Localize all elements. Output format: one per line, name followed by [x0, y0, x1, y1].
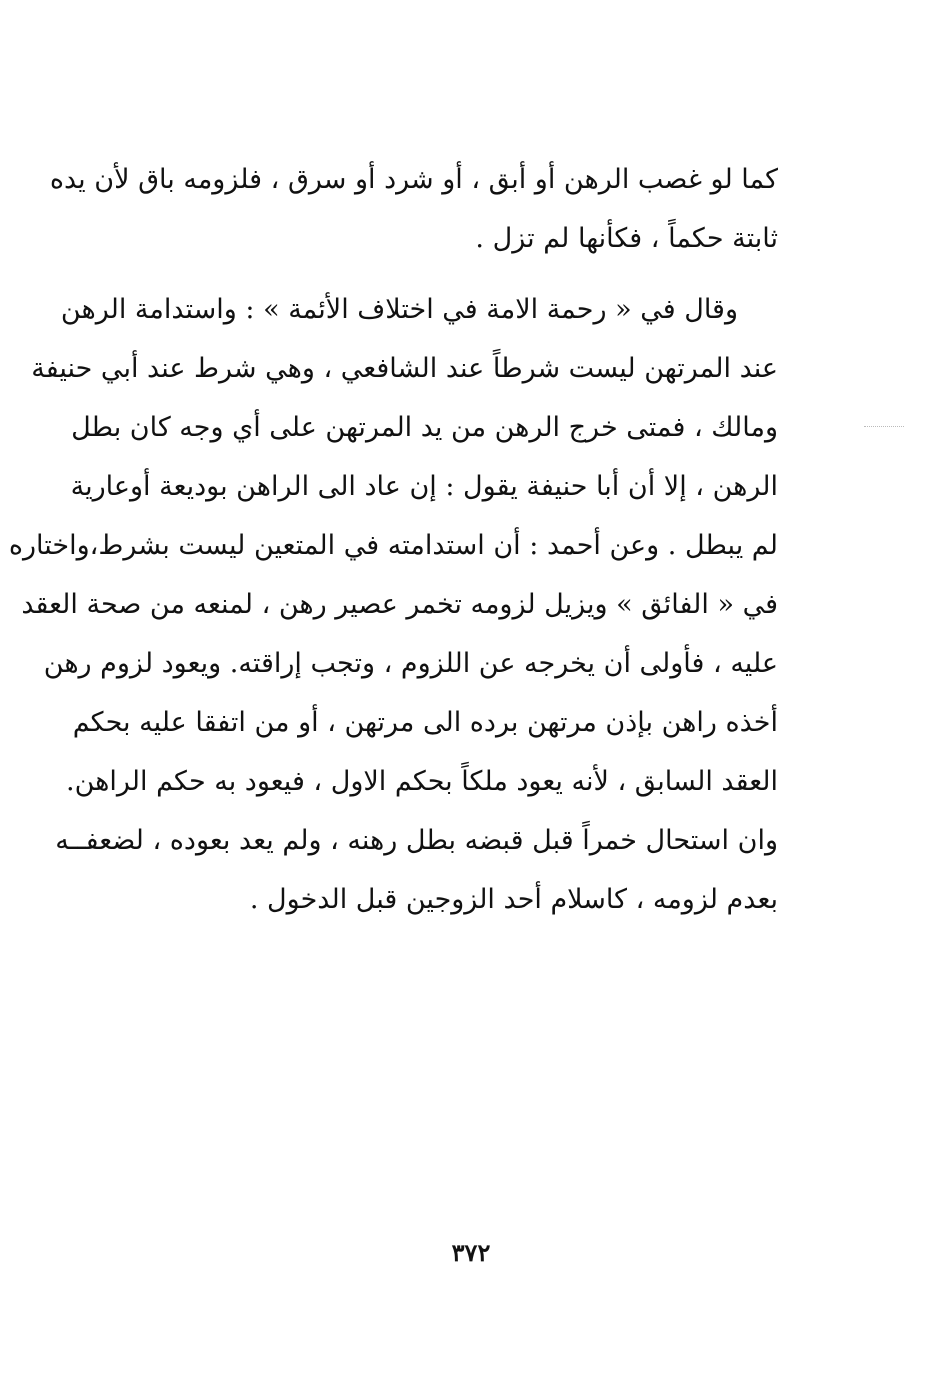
text-line: كما لو غصب الرهن أو أبق ، أو شرد أو سرق ، فلزومه باق لأن يده [49, 164, 778, 195]
body-text [8, 150, 778, 929]
text-line: في « الفائق » ويزيل لزومه تخمر عصير رهن ، لمنعه من صحة العقد [21, 589, 778, 620]
text-line: ثابتة حكماً ، فكأنها لم تزل . [475, 223, 778, 254]
text-line: عند المرتهن ليست شرطاً عند الشافعي ، وهي شرط عند أبي حنيفة [31, 353, 778, 384]
text-line: وان استحال خمراً قبل قبضه بطل رهنه ، ولم يعد بعوده ، لضعفــه [55, 825, 778, 856]
text-line: لم يبطل . وعن أحمد : أن استدامته في المتعين ليست بشرط،واختاره [8, 530, 778, 561]
text-line: وقال في « رحمة الامة في اختلاف الأئمة » : واستدامة الرهن [60, 294, 738, 325]
text-line: العقد السابق ، لأنه يعود ملكاً بحكم الاول ، فيعود به حكم الراهن. [65, 766, 778, 797]
text-line: عليه ، فأولى أن يخرجه عن اللزوم ، وتجب إراقته. ويعود لزوم رهن [43, 648, 778, 679]
scan-mark [864, 426, 904, 428]
text-line: أخذه راهن بإذن مرتهن برده الى مرتهن ، أو من اتفقا عليه بحكم [72, 707, 778, 738]
paragraph-gap [118, 268, 778, 280]
text-line: الرهن ، إلا أن أبا حنيفة يقول : إن عاد الى الراهن بوديعة أوعارية [70, 471, 778, 502]
text-line: بعدم لزومه ، كاسلام أحد الزوجين قبل الدخول . [249, 884, 778, 915]
text-line: ومالك ، فمتى خرج الرهن من يد المرتهن على أي وجه كان بطل [71, 412, 778, 443]
page-number: ٣٧٢ [451, 1238, 491, 1267]
